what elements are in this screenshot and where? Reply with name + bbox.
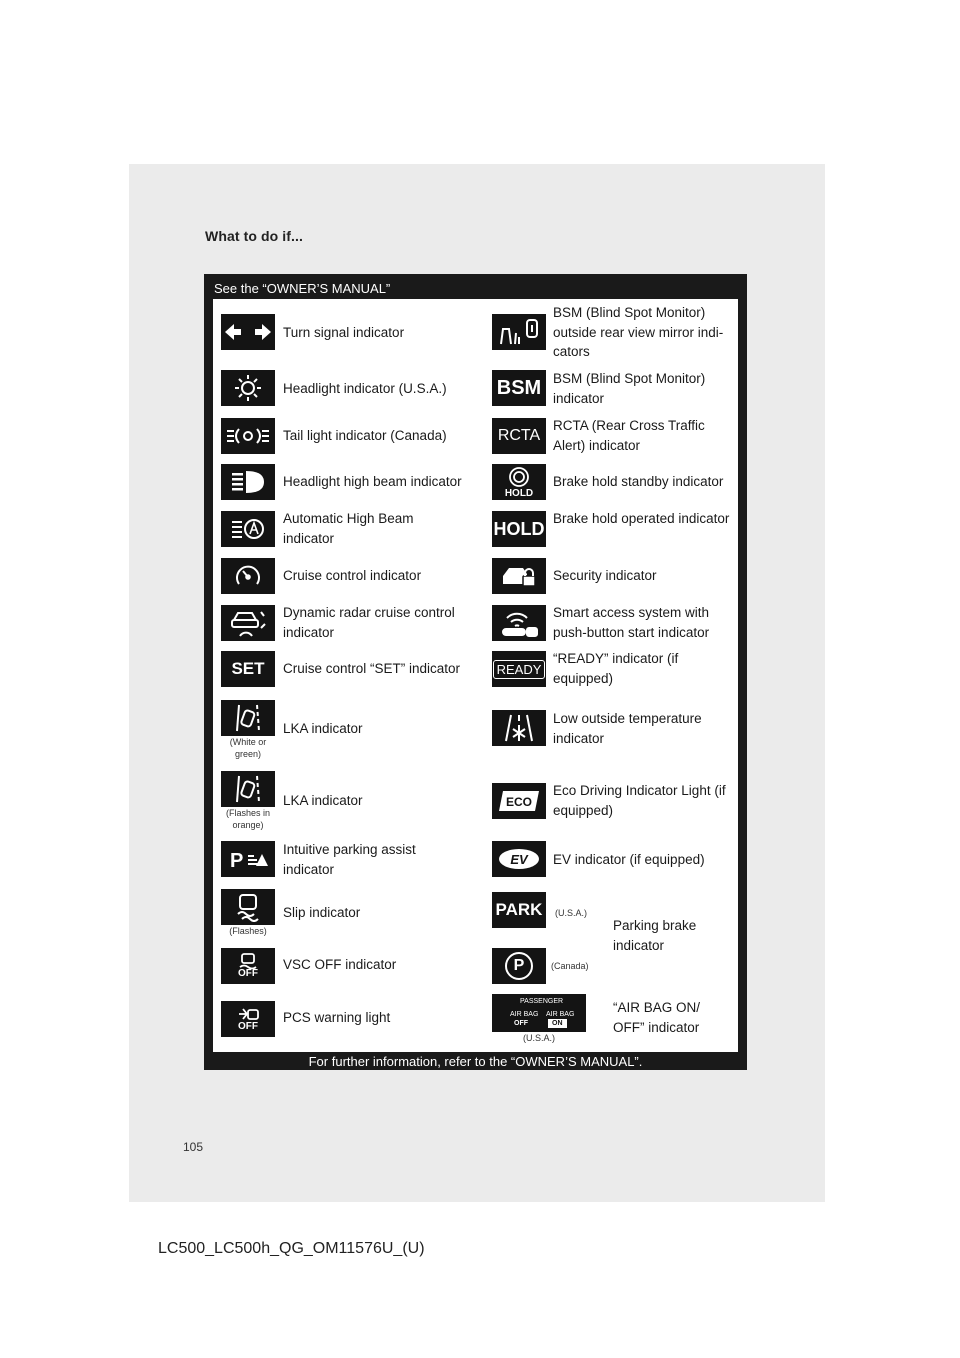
airbag-icon	[492, 994, 586, 1032]
vsc-off-text: OFF	[238, 968, 258, 979]
slip-icon	[221, 889, 275, 925]
parking-brake-p: P	[505, 952, 533, 980]
auto-high-beam-icon	[221, 511, 275, 547]
low-temp-icon	[492, 710, 546, 746]
left-label-5: Automatic High Beam indicator	[283, 511, 414, 546]
left-label-2: Headlight indicator (U.S.A.)	[283, 381, 447, 396]
left-label-9: LKA indicator	[283, 721, 363, 736]
left-label-3: Tail light indicator (Canada)	[283, 428, 447, 443]
rcta-icon: RCTA	[492, 418, 546, 454]
left-label-13: VSC OFF indicator	[283, 957, 397, 972]
lka-note: (White or green)	[229, 737, 267, 759]
airbag-passenger: PASSENGER	[520, 998, 564, 1005]
airbag-on-text: ON	[548, 1019, 567, 1028]
right-label-5: Brake hold operated indicator	[553, 511, 730, 526]
turn-signal-icon	[221, 314, 275, 350]
parking-brake-label: Parking brake indicator	[613, 918, 697, 953]
brake-hold-standby-icon	[492, 464, 546, 500]
right-label-11: EV indicator (if equipped)	[553, 852, 705, 867]
section-title: What to do if...	[205, 228, 304, 244]
left-label-8: Cruise control “SET” indicator	[283, 661, 461, 676]
airbag-label: “AIR BAG ON/ OFF” indicator	[613, 1000, 701, 1035]
high-beam-icon	[221, 464, 275, 500]
lka-flashing-icon	[221, 771, 275, 807]
lka-flashing-note: (Flashes in orange)	[225, 808, 270, 830]
airbag-off-text: OFF	[514, 1020, 528, 1027]
document-id: LC500_LC500h_QG_OM11576U_(U)	[158, 1240, 425, 1257]
tail-light-icon	[221, 418, 275, 454]
right-label-1: BSM (Blind Spot Monitor) outside rear view mirror indi-cators	[553, 305, 724, 359]
right-label-7: Smart access system with push-button start indicator	[553, 605, 710, 640]
cruise-control-icon	[221, 558, 275, 594]
ev-text: EV	[510, 852, 528, 867]
pcs-off-text: OFF	[238, 1021, 258, 1032]
bsm-icon: BSM	[492, 370, 546, 406]
right-label-4: Brake hold standby indicator	[553, 474, 724, 489]
eco-icon	[492, 783, 546, 819]
right-label-3: RCTA (Rear Cross Traffic Alert) indicator	[553, 418, 705, 453]
right-label-6: Security indicator	[553, 568, 657, 583]
right-label-8: “READY” indicator (if equipped)	[553, 651, 679, 686]
pcs-icon	[221, 1001, 275, 1037]
ready-icon	[492, 651, 546, 687]
park-canada-note: (Canada)	[551, 961, 589, 971]
slip-note: (Flashes)	[229, 926, 267, 936]
panel-header: See the “OWNER’S MANUAL”	[214, 281, 391, 296]
left-label-12: Slip indicator	[283, 905, 361, 920]
park-usa-note: (U.S.A.)	[555, 908, 588, 918]
left-label-11: Intuitive parking assist indicator	[283, 842, 416, 877]
park-icon: PARK	[492, 892, 546, 928]
radar-cruise-icon	[221, 605, 275, 641]
right-label-9: Low outside temperature indicator	[553, 711, 702, 746]
left-label-6: Cruise control indicator	[283, 568, 422, 583]
left-label-4: Headlight high beam indicator	[283, 474, 462, 489]
airbag-right-text: AIR BAG	[546, 1011, 575, 1018]
lka-icon	[221, 700, 275, 736]
page-number: 105	[183, 1140, 204, 1154]
panel-footer: For further information, refer to the “OWNER’S MANUAL”.	[308, 1054, 643, 1069]
parking-assist-icon	[221, 841, 275, 877]
parking-brake-canada-icon	[492, 948, 546, 984]
eco-text: ECO	[505, 795, 533, 809]
indicator-panel	[204, 274, 747, 1070]
left-label-7: Dynamic radar cruise control indicator	[283, 605, 455, 640]
bsm-mirror-icon	[492, 314, 546, 350]
panel-body	[213, 299, 738, 1052]
ready-text: READY	[493, 660, 546, 679]
left-label-1: Turn signal indicator	[283, 325, 405, 340]
set-icon: SET	[221, 651, 275, 687]
brake-hold-standby-text: HOLD	[504, 487, 534, 499]
left-label-14: PCS warning light	[283, 1010, 391, 1025]
airbag-note: (U.S.A.)	[522, 1033, 555, 1043]
brake-hold-icon: HOLD	[492, 511, 546, 547]
left-label-10: LKA indicator	[283, 793, 363, 808]
right-label-10: Eco Driving Indicator Light (if equipped)	[553, 783, 726, 818]
security-icon	[492, 558, 546, 594]
vsc-off-icon	[221, 948, 275, 984]
ev-icon	[492, 841, 546, 877]
headlight-icon	[221, 370, 275, 406]
right-label-2: BSM (Blind Spot Monitor) indicator	[553, 371, 706, 406]
smart-access-icon	[492, 605, 546, 641]
airbag-left-text: AIR BAG	[510, 1011, 539, 1018]
svg-text:P: P	[230, 850, 244, 872]
